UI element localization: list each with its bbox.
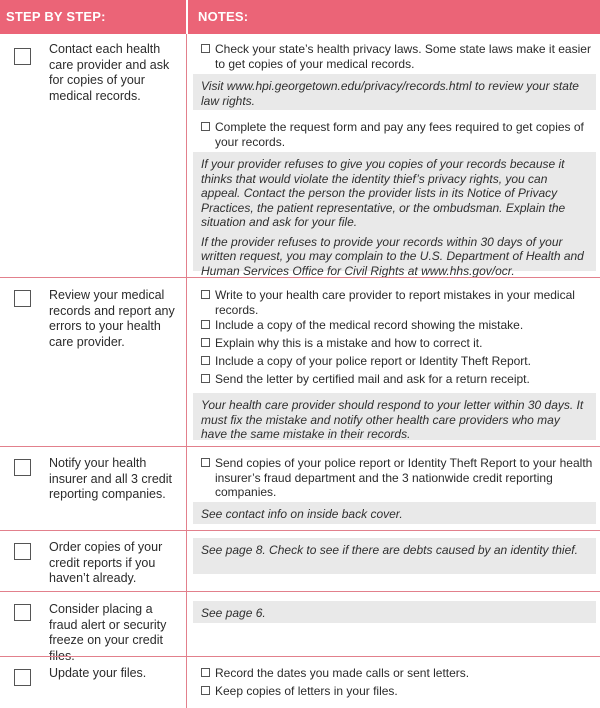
table-row <box>0 447 600 530</box>
notes-cell <box>186 592 600 656</box>
checklist-item[interactable] <box>201 456 596 500</box>
step-label: Order copies of your credit reports if you haven’t already. <box>49 540 163 585</box>
step-cell <box>0 531 186 591</box>
step-checkbox[interactable] <box>14 543 31 560</box>
checkbox-icon[interactable] <box>201 668 210 677</box>
step-checkbox[interactable] <box>14 48 31 65</box>
checklist-item[interactable] <box>201 120 596 149</box>
step-checkbox[interactable] <box>14 290 31 307</box>
notes-cell <box>186 657 600 708</box>
note-text: Visit www.hpi.georgetown.edu/privacy/records.html to review your state law rights. <box>201 79 579 108</box>
note-box <box>193 538 596 574</box>
step-cell <box>0 657 186 708</box>
step-checkbox[interactable] <box>14 669 31 686</box>
note-text: See page 8. Check to see if there are debts caused by an identity thief. <box>201 543 578 557</box>
checklist-item[interactable] <box>201 318 596 333</box>
checklist-item[interactable] <box>201 354 596 369</box>
table-header <box>0 0 600 34</box>
checkbox-icon[interactable] <box>201 458 210 467</box>
note-box <box>193 74 596 110</box>
checkbox-icon[interactable] <box>201 356 210 365</box>
note-text: See page 6. <box>201 606 266 620</box>
notes-heading: NOTES: <box>186 0 600 34</box>
notes-cell <box>186 447 600 530</box>
table-row <box>0 278 600 446</box>
checklist-item[interactable] <box>201 372 596 387</box>
checklist-item-text: Check your state’s health privacy laws. Some state laws make it easier to get copies of your medical records. <box>215 42 591 71</box>
step-cell <box>0 447 186 530</box>
note-box <box>193 601 596 623</box>
notes-cell <box>186 34 600 277</box>
checklist-item[interactable] <box>201 336 596 351</box>
checkbox-icon[interactable] <box>201 338 210 347</box>
note-box <box>193 502 596 524</box>
checklist-item-text: Keep copies of letters in your files. <box>215 684 398 698</box>
step-cell <box>0 278 186 446</box>
note-box <box>193 393 596 440</box>
step-label: Update your files. <box>49 666 147 680</box>
checkbox-icon[interactable] <box>201 290 210 299</box>
step-checkbox[interactable] <box>14 604 31 621</box>
checkbox-icon[interactable] <box>201 44 210 53</box>
table-row <box>0 531 600 591</box>
checklist-item[interactable] <box>201 288 596 317</box>
step-cell <box>0 592 186 663</box>
checkbox-icon[interactable] <box>201 374 210 383</box>
checklist-item-text: Include a copy of the medical record showing the mistake. <box>215 318 524 332</box>
checklist-item-text: Send copies of your police report or Identity Theft Report to your health insurer’s fraud department and the 3 nationwide credit reporting companies. <box>215 456 593 499</box>
step-checkbox[interactable] <box>14 459 31 476</box>
note-box <box>193 152 596 278</box>
step-label: Consider placing a fraud alert or security freeze on your credit files. <box>49 602 167 663</box>
note-text: If the provider refuses to provide your records within 30 days of your written request, you may complain to the U.S. Department of Health and Human Services Office for Civil Rights at www.hhs.gov/ocr. <box>201 234 584 278</box>
table-row <box>0 34 600 277</box>
step-label: Notify your health insurer and all 3 credit reporting companies. <box>49 456 172 501</box>
checkbox-icon[interactable] <box>201 320 210 329</box>
step-cell <box>0 34 186 277</box>
checklist-item[interactable] <box>201 666 596 681</box>
checklist-item-text: Send the letter by certified mail and ask for a return receipt. <box>215 372 530 386</box>
checklist-item[interactable] <box>201 684 596 699</box>
step-label: Contact each health care provider and ask for copies of your medical records. <box>49 42 170 103</box>
note-text: Your health care provider should respond to your letter within 30 days. It must fix the mistake and notify other health care providers who may have the same mistake in their records. <box>201 398 584 441</box>
checkbox-icon[interactable] <box>201 686 210 695</box>
checklist-item-text: Include a copy of your police report or Identity Theft Report. <box>215 354 531 368</box>
checklist-item[interactable] <box>201 42 596 71</box>
table-row <box>0 657 600 708</box>
notes-cell <box>186 278 600 446</box>
checkbox-icon[interactable] <box>201 122 210 131</box>
notes-cell <box>186 531 600 591</box>
note-text: If your provider refuses to give you copies of your records because it thinks that would violate the identity thief’s privacy rights, you can appeal. Contact the person the provider lists in its Notice of Privacy Practices, the patient representative, or the ombudsman. Explain the situation and ask for your file. <box>201 157 566 229</box>
checklist-item-text: Record the dates you made calls or sent letters. <box>215 666 470 680</box>
step-by-step-heading: STEP BY STEP: <box>6 9 106 24</box>
note-text: See contact info on inside back cover. <box>201 507 403 521</box>
checklist-item-text: Complete the request form and pay any fees required to get copies of your records. <box>215 120 584 149</box>
checklist-item-text: Write to your health care provider to report mistakes in your medical records. <box>215 288 575 317</box>
step-label: Review your medical records and report any errors to your health care provider. <box>49 288 175 349</box>
table-row <box>0 592 600 663</box>
checklist-item-text: Explain why this is a mistake and how to correct it. <box>215 336 483 350</box>
